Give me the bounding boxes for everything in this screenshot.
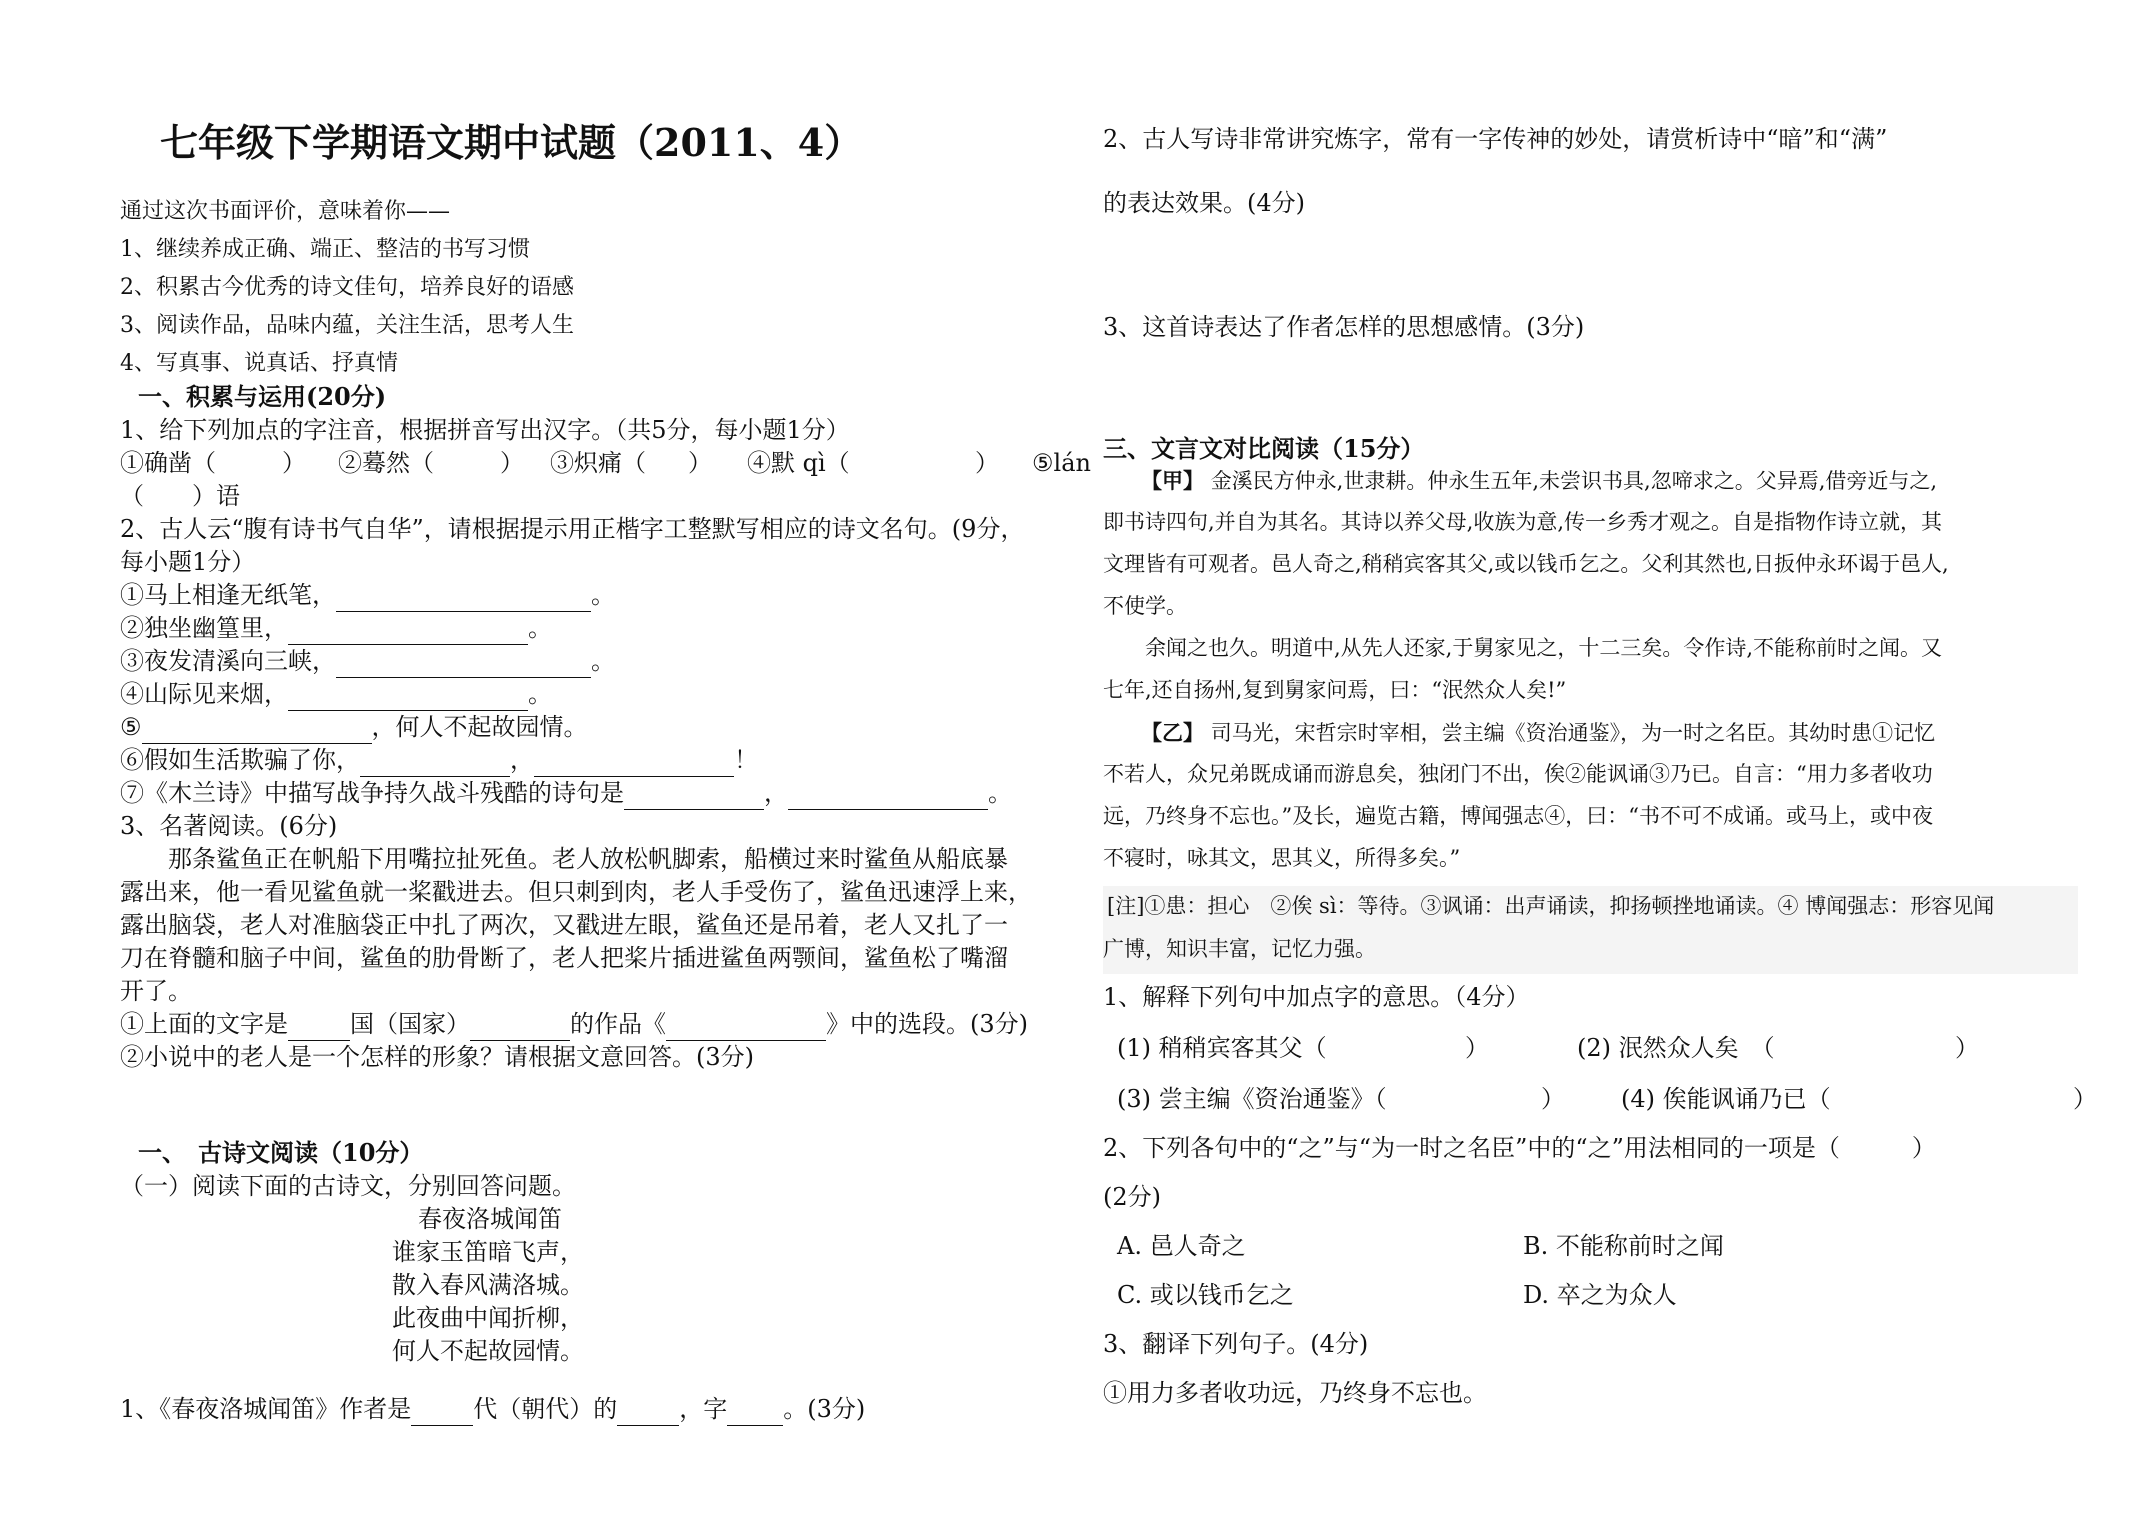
q1-item: ）	[500, 449, 524, 477]
answer-blank[interactable]	[788, 783, 988, 810]
section3-heading: 三、文言文对比阅读（15分）	[1103, 434, 1425, 463]
choice-a[interactable]: A. 邑人奇之	[1117, 1232, 1246, 1260]
passage-line: 刀在脊髓和脑子中间，鲨鱼的肋骨断了，老人把桨片插进鲨鱼两颚间，鲨鱼松了嘴溜	[120, 944, 1008, 972]
passage-line: 露出脑袋，老人对准脑袋正中扎了两次，又戳进左眼，鲨鱼还是吊着，老人又扎了一	[120, 911, 1008, 939]
answer-blank[interactable]	[142, 717, 372, 744]
q2-line-4: ④山际见来烟， 。	[120, 677, 552, 711]
wy-q1-item: ）	[2073, 1085, 2097, 1113]
q3-sub2: ②小说中的老人是一个怎样的形象？请根据文意回答。(3分)	[120, 1043, 754, 1071]
notes-line: 广博，知识丰富，记忆力强。	[1103, 937, 1376, 961]
poem-line: 何人不起故园情。	[392, 1337, 584, 1365]
choice-c[interactable]: C. 或以钱币乞之	[1117, 1281, 1294, 1309]
q2-prompt: 2、古人云“腹有诗书气自华”，请根据提示用正楷字工整默写相应的诗文名句。(9分，	[120, 515, 1025, 543]
answer-blank[interactable]	[534, 750, 734, 777]
answer-blank[interactable]	[624, 783, 764, 810]
answer-blank[interactable]	[288, 618, 528, 645]
answer-blank[interactable]	[411, 1399, 473, 1426]
choice-d[interactable]: D. 卒之为众人	[1523, 1281, 1677, 1309]
poem-line: 散入春风满洛城。	[392, 1271, 584, 1299]
answer-blank[interactable]	[336, 585, 591, 612]
q3-prompt: 3、名著阅读。(6分)	[120, 812, 338, 840]
answer-blank[interactable]	[617, 1399, 679, 1426]
wy-q1: 1、解释下列句中加点字的意思。（4分）	[1103, 983, 1530, 1011]
q1-prompt: 1、给下列加点的字注音，根据拼音写出汉字。（共5分，每小题1分）	[120, 416, 850, 444]
answer-blank[interactable]	[288, 684, 528, 711]
q1-item: ②蓦然（	[338, 449, 434, 477]
intro-item: 1、继续养成正确、端正、整洁的书写习惯	[120, 237, 530, 262]
answer-blank[interactable]	[727, 1399, 783, 1426]
q2-line-3: ③夜发清溪向三峡， 。	[120, 644, 615, 678]
section2-sub: （一）阅读下面的古诗文，分别回答问题。	[120, 1172, 576, 1200]
wy-q1-item: ）	[1955, 1034, 1979, 1062]
q1-item: ①确凿（	[120, 449, 216, 477]
wy-q1-item: (1) 稍稍宾客其父（	[1117, 1034, 1327, 1062]
poem-q2-line1: 2、古人写诗非常讲究炼字，常有一字传神的妙处，请赏析诗中“暗”和“满”	[1103, 125, 1888, 153]
wy-q2: 2、下列各句中的“之”与“为一时之名臣”中的“之”用法相同的一项是（ ）	[1103, 1134, 1936, 1162]
q1-item: ③炽痛（	[550, 449, 646, 477]
jia-line: 即书诗四句,并自为其名。其诗以养父母,收族为意,传一乡秀才观之。自是指物作诗立就，其	[1103, 510, 1943, 534]
wy-q1-item: (3) 尝主编《资治通鉴》（	[1117, 1085, 1387, 1113]
q2-line-7: ⑦《木兰诗》中描写战争持久战斗残酷的诗句是 ， 。	[120, 776, 1012, 810]
intro-item: 4、写真事、说真话、抒真情	[120, 351, 398, 376]
q3-sub1: ①上面的文字是 国（国家） 的作品《 》中的选段。(3分)	[120, 1007, 1028, 1041]
yi-line: 不寝时，咏其文，思其义，所得多矣。”	[1103, 846, 1461, 870]
poem-q2-line2: 的表达效果。(4分)	[1103, 189, 1305, 217]
passage-line: 那条鲨鱼正在帆船下用嘴拉扯死鱼。老人放松帆脚索，船横过来时鲨鱼从船底暴	[120, 845, 1008, 873]
intro-lead: 通过这次书面评价，意味着你——	[120, 199, 451, 224]
answer-blank[interactable]	[336, 651, 591, 678]
q2-line-2: ②独坐幽篁里， 。	[120, 611, 552, 645]
wy-q1-item: (2) 泯然众人矣 （	[1577, 1034, 1775, 1062]
q1-item: ）	[282, 449, 306, 477]
q1-wrap: （ ）语	[120, 482, 240, 510]
jia-line: 余闻之也久。明道中,从先人还家,于舅家见之，十二三矣。令作诗,不能称前时之闻。又	[1103, 636, 1943, 660]
page-title: 七年级下学期语文期中试题（2011、4）	[160, 120, 863, 165]
q1-item: ）	[975, 449, 999, 477]
yi-line: 不若人，众兄弟既成诵而游息矣，独闭门不出，俟②能讽诵③乃已。自言：“用力多者收功	[1103, 762, 1933, 786]
answer-blank[interactable]	[666, 1014, 826, 1041]
jia-line: 七年,还自扬州,复到舅家问焉，曰：“泯然众人矣!”	[1103, 678, 1567, 702]
wy-q2-score: (2分)	[1103, 1183, 1161, 1211]
q1-item: ④默 qì（	[747, 449, 850, 477]
poem-q3: 3、这首诗表达了作者怎样的思想感情。(3分)	[1103, 313, 1585, 341]
section2-heading: 一、 古诗文阅读（10分）	[138, 1138, 424, 1167]
yi-line: 远，乃终身不忘也。”及长，遍览古籍，博闻强志④，曰：“书不可不成诵。或马上，或中夜	[1103, 804, 1933, 828]
poem-line: 此夜曲中闻折柳，	[392, 1304, 584, 1332]
intro-item: 3、阅读作品，品味内蕴，关注生活，思考人生	[120, 313, 574, 338]
q1-item: ）	[688, 449, 712, 477]
answer-blank[interactable]	[470, 1014, 570, 1041]
q2-line-5: ⑤ ，何人不起故园情。	[120, 710, 588, 744]
wy-q1-item: ）	[1465, 1034, 1489, 1062]
jia-line: 不使学。	[1103, 594, 1187, 618]
passage-line: 露出来，他一看见鲨鱼就一桨戳进去。但只刺到肉，老人手受伤了，鲨鱼迅速浮上来，	[120, 878, 1032, 906]
jia-line: 【甲】 金溪民方仲永,世隶耕。仲永生五年,未尝识书具,忽啼求之。父异焉,借旁近与之,	[1141, 468, 1938, 493]
intro-item: 2、积累古今优秀的诗文佳句，培养良好的语感	[120, 275, 574, 300]
jia-line: 文理皆有可观者。邑人奇之,稍稍宾客其父,或以钱币乞之。父利其然也,日扳仲永环谒于邑人,	[1103, 552, 1949, 576]
section1-heading: 一、积累与运用(20分)	[138, 382, 387, 411]
choice-b[interactable]: B. 不能称前时之闻	[1523, 1232, 1724, 1260]
wy-q3-sentence: ①用力多者收功远，乃终身不忘也。	[1103, 1379, 1487, 1407]
wy-q3: 3、翻译下列句子。(4分)	[1103, 1330, 1369, 1358]
wy-q1-item: ）	[1541, 1085, 1565, 1113]
passage-line: 开了。	[120, 977, 192, 1005]
yi-line: 【乙】 司马光，宋哲宗时宰相，尝主编《资治通鉴》，为一时之名臣。其幼时患①记忆	[1141, 720, 1936, 745]
answer-blank[interactable]	[288, 1014, 350, 1041]
poem-line: 谁家玉笛暗飞声，	[392, 1238, 584, 1266]
wy-q1-item: (4) 俟能讽诵乃已（	[1621, 1085, 1831, 1113]
q1-item: ⑤lán	[1032, 449, 1091, 477]
q2-line-1: ①马上相逢无纸笔， 。	[120, 578, 615, 612]
q2-prompt2: 每小题1分）	[120, 548, 256, 576]
poem-title: 春夜洛城闻笛	[418, 1205, 562, 1233]
q2-line-6: ⑥假如生活欺骗了你， ， ！	[120, 743, 758, 777]
poem-q1: 1、《春夜洛城闻笛》作者是 代（朝代）的 ，字 。(3分)	[120, 1392, 865, 1426]
answer-blank[interactable]	[360, 750, 510, 777]
notes-line: [注]①患：担心 ②俟 sì：等待。③讽诵：出声诵读，抑扬顿挫地诵读。④ 博闻强志：形容见闻	[1107, 894, 1995, 918]
